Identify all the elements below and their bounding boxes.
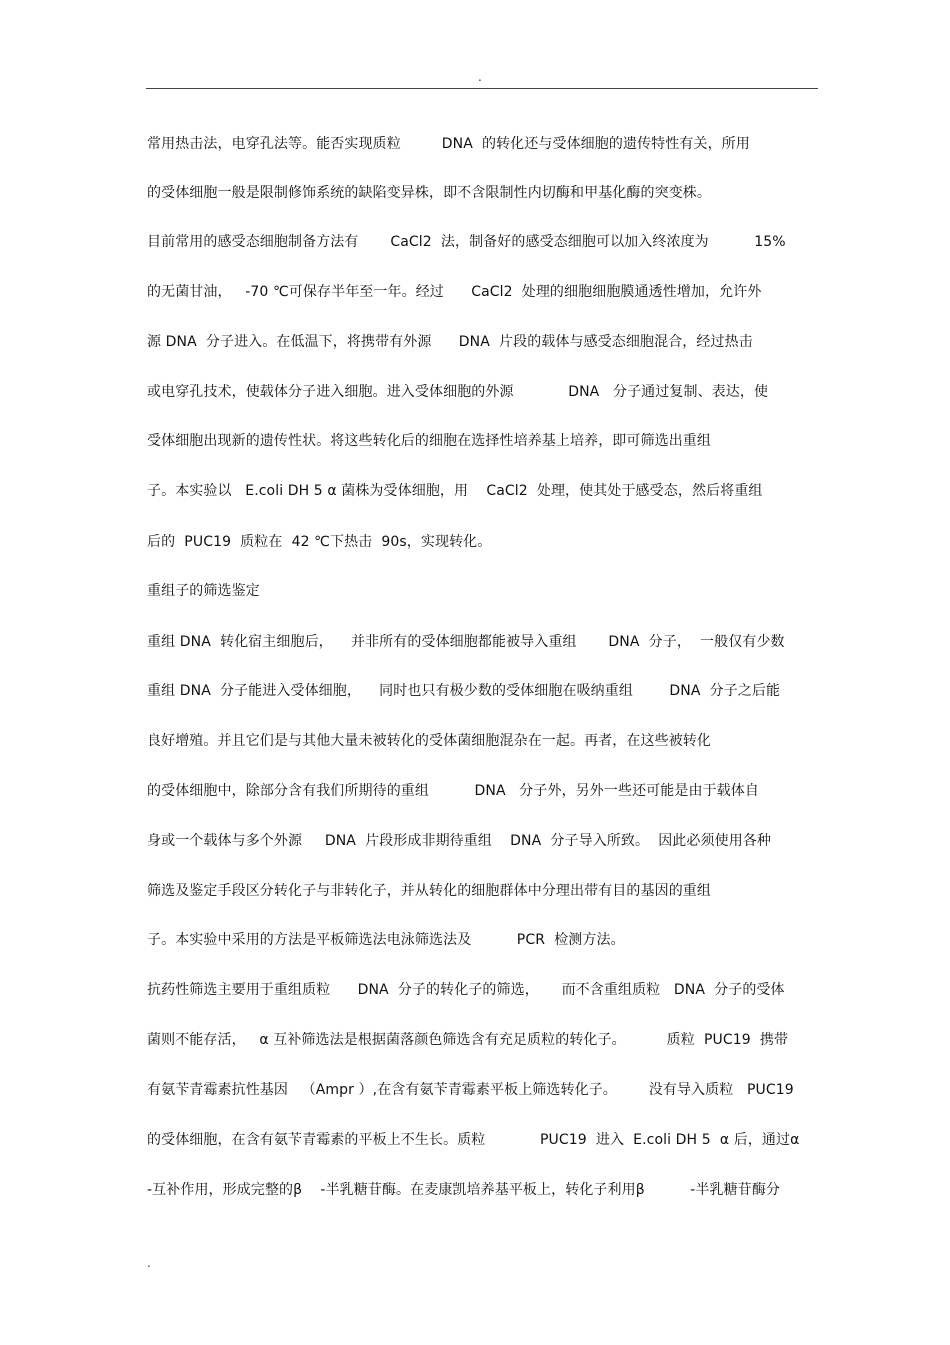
- text-line: 身或一个载体与多个外源 DNA 片段形成非期待重组 DNA 分子导入所致。 因此必须使用各种: [147, 833, 772, 849]
- text-line: 源 DNA 分子进入。在低温下，将携带有外源 DNA 片段的载体与感受态细胞混合，经过热击: [147, 334, 753, 350]
- header-mark: .: [478, 70, 482, 84]
- text-line: 抗药性筛选主要用于重组质粒 DNA 分子的转化子的筛选， 而不含重组质粒 DNA 分子的受体: [147, 982, 785, 998]
- text-line: 常用热击法，电穿孔法等。能否实现质粒 DNA 的转化还与受体细胞的遗传特性有关，所用: [147, 136, 750, 152]
- text-line: 重组 DNA 分子能进入受体细胞， 同时也只有极少数的受体细胞在吸纳重组 DNA 分子之后能: [147, 683, 781, 699]
- text-line: 重组 DNA 转化宿主细胞后， 并非所有的受体细胞都能被导入重组 DNA 分子， 一般仅有少数: [147, 634, 785, 650]
- text-line: 有氨苄青霉素抗性基因 （Ampr ）,在含有氨苄青霉素平板上筛选转化子。 没有导入质粒 PUC19: [147, 1082, 794, 1098]
- text-line: 后的 PUC19 质粒在 42 ℃下热击 90s，实现转化。: [147, 534, 492, 550]
- text-line: 目前常用的感受态细胞制备方法有 CaCl2 法，制备好的感受态细胞可以加入终浓度为 15%: [147, 234, 786, 250]
- section-heading: 重组子的筛选鉴定: [147, 583, 260, 599]
- text-line: 子。本实验中采用的方法是平板筛选法电泳筛选法及 PCR 检测方法。: [147, 932, 625, 948]
- text-line: 受体细胞出现新的遗传性状。将这些转化后的细胞在选择性培养基上培养，即可筛选出重组: [147, 433, 711, 449]
- text-line: 的受体细胞中，除部分含有我们所期待的重组 DNA 分子外，另外一些还可能是由于载体自: [147, 783, 759, 799]
- text-line: 的受体细胞，在含有氨苄青霉素的平板上不生长。质粒 PUC19 进入 E.coli DH 5 α 后，通过α: [147, 1132, 800, 1148]
- text-line: 良好增殖。并且它们是与其他大量未被转化的受体菌细胞混杂在一起。再者，在这些被转化: [147, 733, 711, 749]
- footer-mark: .: [147, 1256, 151, 1270]
- text-line: 菌则不能存活， α 互补筛选法是根据菌落颜色筛选含有充足质粒的转化子。 质粒 PUC19 携带: [147, 1032, 789, 1048]
- text-line: 筛选及鉴定手段区分转化子与非转化子，并从转化的细胞群体中分理出带有目的基因的重组: [147, 883, 711, 899]
- text-line: -互补作用，形成完整的β -半乳糖苷酶。在麦康凯培养基平板上，转化子利用β -半乳糖苷酶分: [147, 1182, 781, 1198]
- text-line: 的无菌甘油， -70 ℃可保存半年至一年。经过 CaCl2 处理的细胞细胞膜通透性增加，允许外: [147, 284, 762, 300]
- text-line: 的受体细胞一般是限制修饰系统的缺陷变异株，即不含限制性内切酶和甲基化酶的突变株。: [147, 185, 711, 201]
- text-line: 子。本实验以 E.coli DH 5 α 菌株为受体细胞，用 CaCl2 处理，使其处于感受态，然后将重组: [147, 483, 763, 499]
- text-line: 或电穿孔技术，使载体分子进入细胞。进入受体细胞的外源 DNA 分子通过复制、表达，使: [147, 384, 769, 400]
